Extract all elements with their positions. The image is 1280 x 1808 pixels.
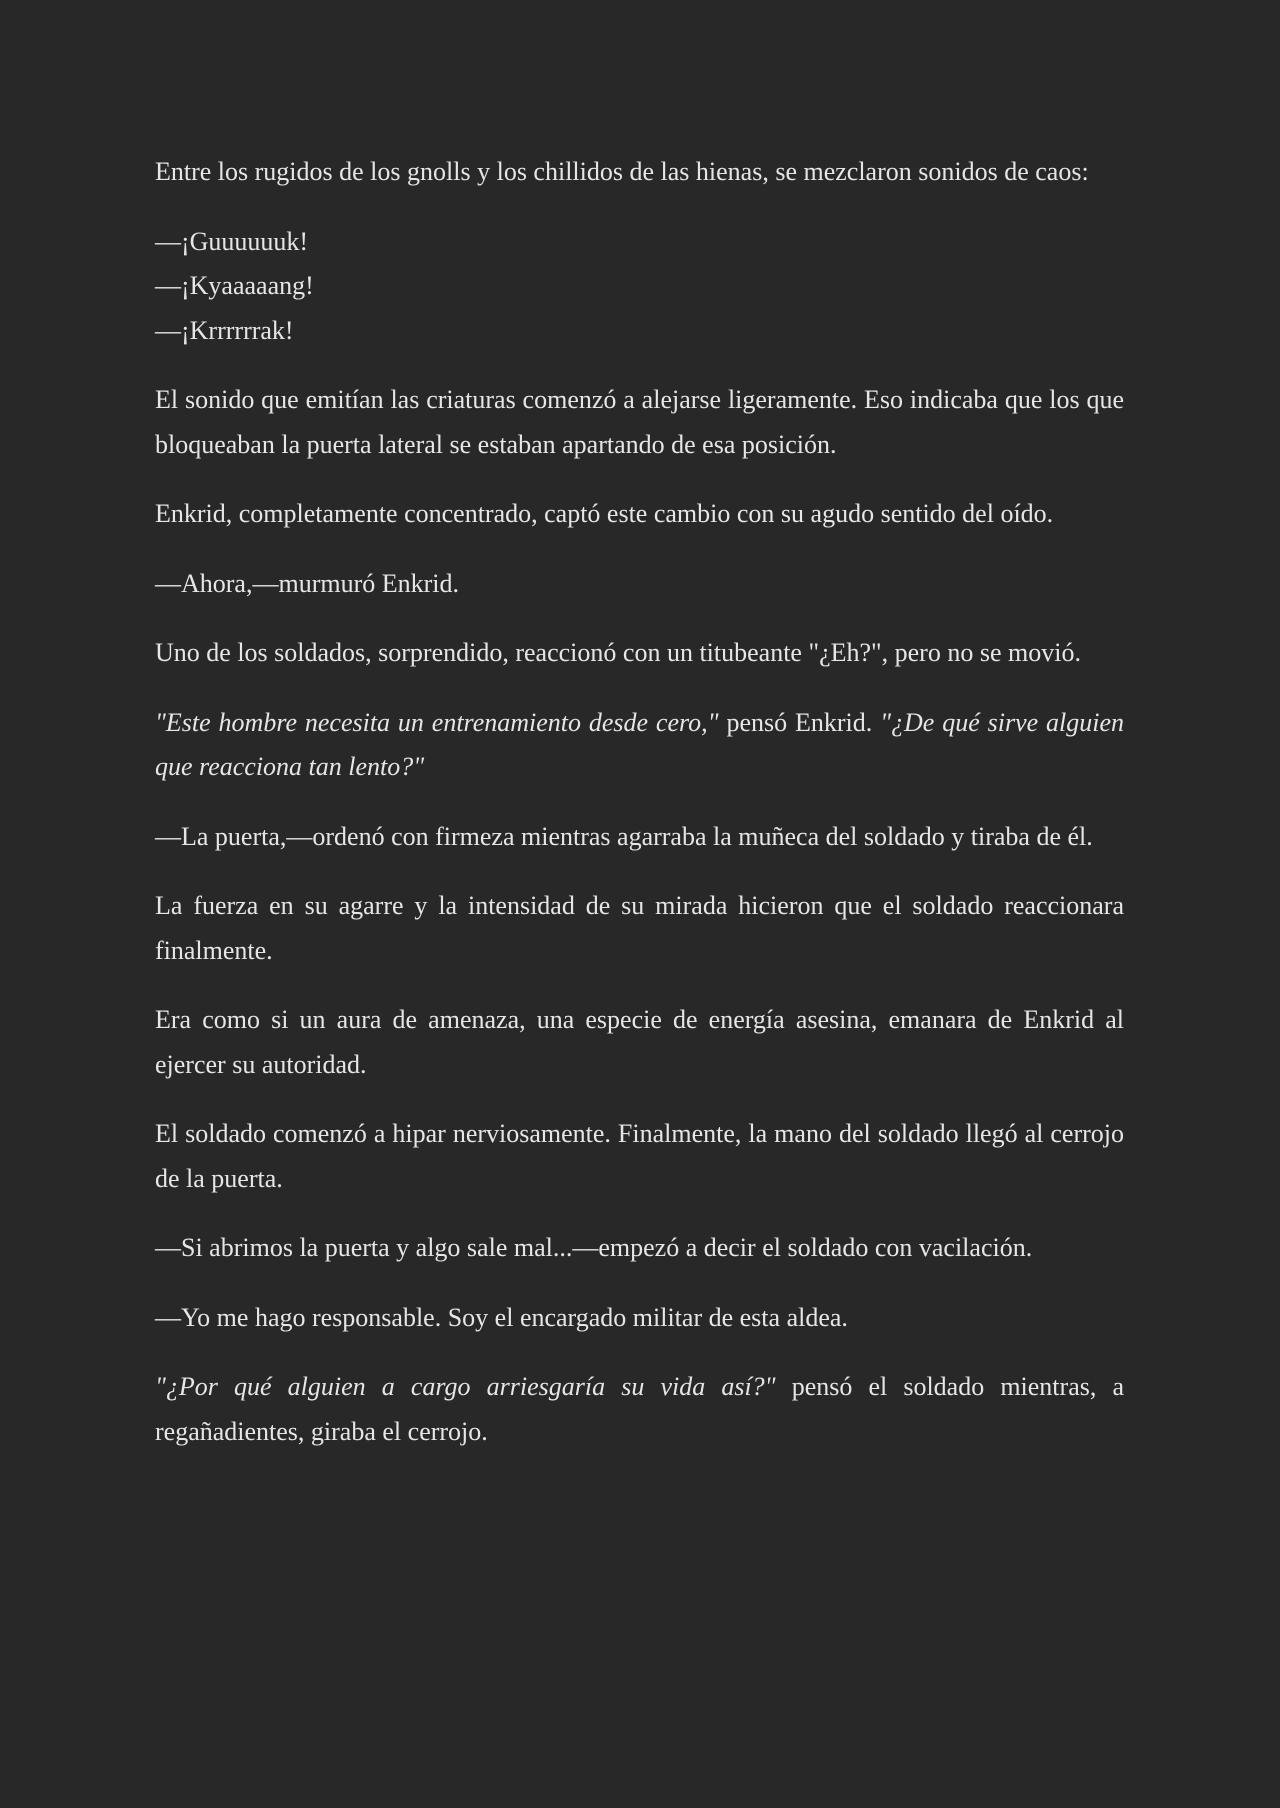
cries-group <box>155 220 1124 354</box>
paragraph-8: La fuerza en su agarre y la intensidad de su mirada hicieron que el soldado reaccionara finalmente. <box>155 891 1124 965</box>
cry-line: —¡Kyaaaaang! <box>155 271 314 300</box>
paragraph-1: Entre los rugidos de los gnolls y los chillidos de las hienas, se mezclaron sonidos de caos: <box>155 157 1089 186</box>
paragraph-4: —Ahora,—murmuró Enkrid. <box>155 568 460 598</box>
cry-line: —¡Guuuuuuk! <box>155 226 309 256</box>
cry-line: —¡Krrrrrrak! <box>155 315 294 345</box>
document-page <box>155 150 1124 1479</box>
paragraph-13 <box>155 1365 1124 1454</box>
paragraph-5: Uno de los soldados, sorprendido, reaccionó con un titubeante "¿Eh?", pero no se movió. <box>155 638 1081 667</box>
paragraph-7: —La puerta,—ordenó con firmeza mientras agarraba la muñeca del soldado y tiraba de él. <box>155 821 1093 851</box>
paragraph-12: —Yo me hago responsable. Soy el encargado militar de esta aldea. <box>155 1302 848 1332</box>
paragraph-11: —Si abrimos la puerta y algo sale mal...—empezó a decir el soldado con vacilación. <box>155 1233 1033 1262</box>
paragraph-9: Era como si un aura de amenaza, una especie de energía asesina, emanara de Enkrid al ejercer su autoridad. <box>155 1005 1124 1079</box>
thought-text: "Este hombre necesita un entrenamiento desde cero," <box>155 707 719 737</box>
thought-text: "¿Por qué alguien a cargo arriesgaría su vida así?" <box>155 1372 776 1401</box>
paragraph-6 <box>155 701 1124 790</box>
narration-text: pensó el soldado mientras, a regañadientes, giraba el cerrojo. <box>155 1372 1124 1446</box>
paragraph-2: El sonido que emitían las criaturas comenzó a alejarse ligeramente. Eso indicaba que los que bloqueaban la puerta lateral se estaban apartando de esa posición. <box>155 385 1124 459</box>
paragraph-3: Enkrid, completamente concentrado, captó este cambio con su agudo sentido del oído. <box>155 499 1054 528</box>
paragraph-10: El soldado comenzó a hipar nerviosamente. Finalmente, la mano del soldado llegó al cerrojo de la puerta. <box>155 1119 1124 1193</box>
thought-text: "¿De qué sirve alguien que reacciona tan lento?" <box>155 707 1124 781</box>
narration-text: pensó Enkrid. <box>718 707 881 737</box>
